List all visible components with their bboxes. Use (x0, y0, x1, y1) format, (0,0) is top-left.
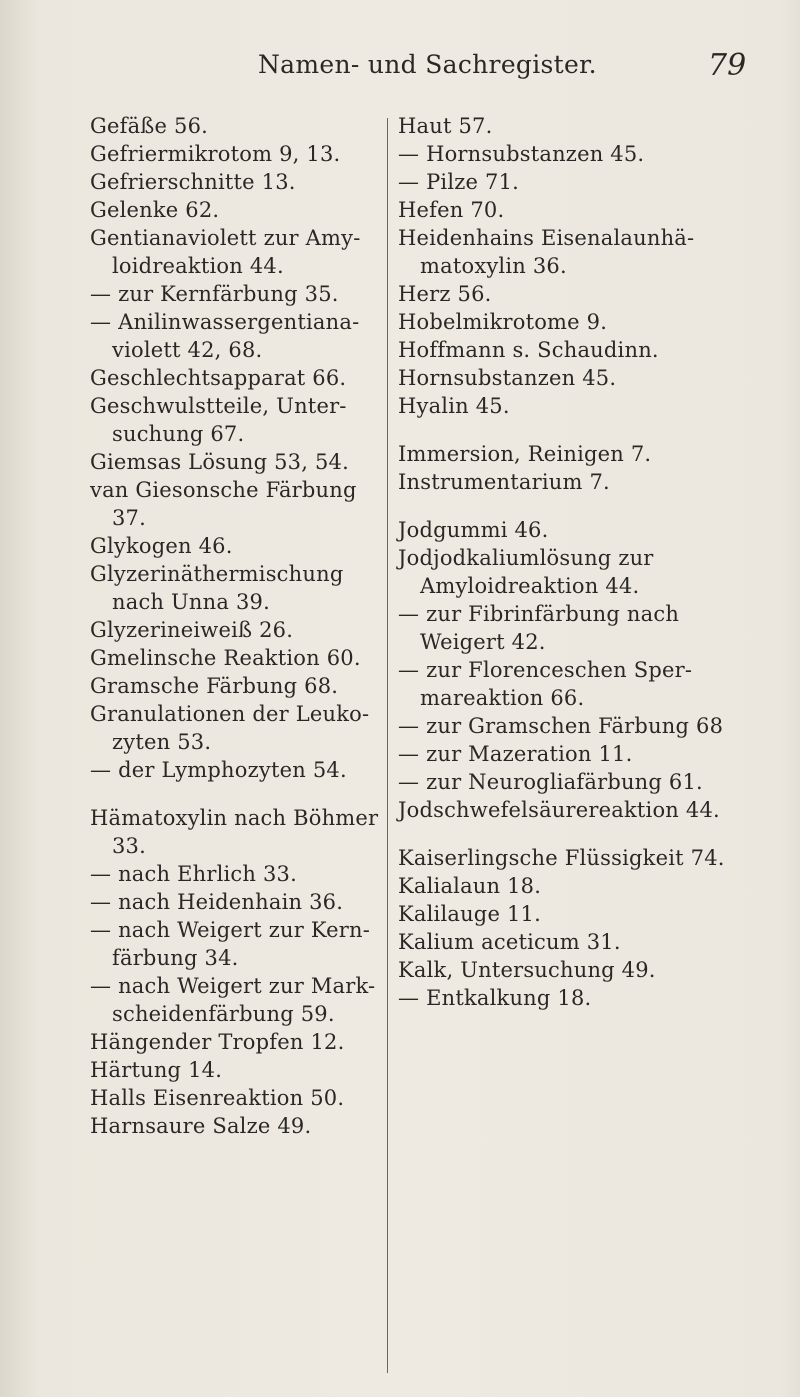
index-entry: Gelenke 62. (90, 198, 220, 222)
index-entry: — nach Ehrlich 33. (90, 862, 297, 886)
index-entry: Haut 57. (398, 114, 493, 138)
index-entry: — zur Florenceschen Sper-mareaktion 66. (398, 658, 693, 710)
index-entry: — zur Mazeration 11. (398, 742, 633, 766)
index-entry: Glyzerinäthermischung nach Unna 39. (90, 562, 344, 614)
index-entry: — zur Gramschen Färbung 68 (398, 714, 724, 738)
index-entry: Hoffmann s. Schaudinn. (398, 338, 659, 362)
index-entry: Hobelmikrotome 9. (398, 310, 608, 334)
index-entry: — der Lymphozyten 54. (90, 758, 347, 782)
index-entry: Heidenhains Eisenalaunhä-matoxylin 36. (398, 226, 695, 278)
section-gap (398, 420, 728, 440)
column-divider (387, 118, 388, 1373)
index-entry: Hämatoxylin nach Böhmer 33. (90, 806, 379, 858)
index-entry: Hornsubstanzen 45. (398, 366, 617, 390)
index-entry: — Hornsubstanzen 45. (398, 142, 645, 166)
index-entry: Gentianaviolett zur Amy-loidreaktion 44. (90, 226, 361, 278)
index-entry: Harnsaure Salze 49. (90, 1114, 312, 1138)
index-entry: Geschwulstteile, Unter-suchung 67. (90, 394, 347, 446)
index-entry: — zur Fibrinfärbung nach Weigert 42. (398, 602, 680, 654)
index-entry: — zur Kernfärbung 35. (90, 282, 339, 306)
index-entry: Kalium aceticum 31. (398, 930, 621, 954)
index-entry: — nach Weigert zur Kern-färbung 34. (90, 918, 371, 970)
index-entry: Glyzerineiweiß 26. (90, 618, 294, 642)
index-entry: Geschlechtsapparat 66. (90, 366, 347, 390)
index-entry: Immersion, Reinigen 7. (398, 442, 652, 466)
index-entry: Kalilauge 11. (398, 902, 541, 926)
section-gap (398, 496, 728, 516)
index-entry: Gefriermikrotom 9, 13. (90, 142, 341, 166)
index-entry: — nach Heidenhain 36. (90, 890, 344, 914)
index-entry: — Entkalkung 18. (398, 986, 592, 1010)
index-entry: Instrumentarium 7. (398, 470, 610, 494)
index-entry: Härtung 14. (90, 1058, 223, 1082)
index-entry: Gefrierschnitte 13. (90, 170, 296, 194)
index-entry: Halls Eisenreaktion 50. (90, 1086, 345, 1110)
index-entry: Jodgummi 46. (398, 518, 549, 542)
index-entry: — nach Weigert zur Mark-scheidenfärbung 59. (90, 974, 376, 1026)
index-entry: van Giesonsche Färbung 37. (90, 478, 357, 530)
index-entry: Hefen 70. (398, 198, 505, 222)
index-column-right (398, 112, 728, 1012)
section-gap (90, 784, 380, 804)
page-number: 79 (708, 48, 747, 83)
index-entry: Gmelinsche Reaktion 60. (90, 646, 361, 670)
page-header (0, 50, 800, 90)
index-entry: Hyalin 45. (398, 394, 510, 418)
running-head: Namen- und Sachregister. (258, 50, 597, 79)
index-entry: Hängender Tropfen 12. (90, 1030, 345, 1054)
index-column-left (90, 112, 380, 1140)
index-entry: Kalk, Untersuchung 49. (398, 958, 656, 982)
index-entry: Giemsas Lösung 53, 54. (90, 450, 349, 474)
index-entry: Gefäße 56. (90, 114, 209, 138)
section-gap (398, 824, 728, 844)
index-entry: Granulationen der Leuko-zyten 53. (90, 702, 370, 754)
index-entry: Kaiserlingsche Flüssigkeit 74. (398, 846, 725, 870)
index-entry: — Pilze 71. (398, 170, 520, 194)
index-entry: Herz 56. (398, 282, 492, 306)
index-entry: Gramsche Färbung 68. (90, 674, 339, 698)
index-entry: — Anilinwassergentiana-violett 42, 68. (90, 310, 360, 362)
index-entry: Jodschwefelsäurereaktion 44. (398, 798, 720, 822)
index-entry: Glykogen 46. (90, 534, 233, 558)
index-entry: Jodjodkaliumlösung zur Amyloidreaktion 44. (398, 546, 654, 598)
index-entry: Kalialaun 18. (398, 874, 542, 898)
index-entry: — zur Neurogliafärbung 61. (398, 770, 703, 794)
